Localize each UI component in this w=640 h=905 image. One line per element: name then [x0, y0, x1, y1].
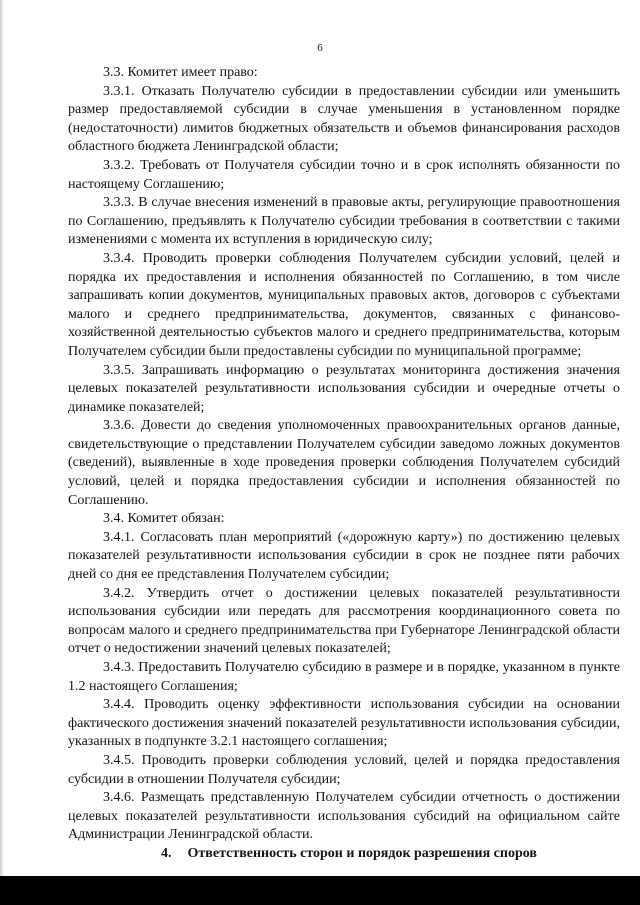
section-heading	[68, 845, 620, 864]
clause-3-3: 3.3. Комитет имеет право:	[103, 65, 258, 80]
clause-3-4-1: 3.4.1. Согласовать план мероприятий («дорожную карту») по достижению целевых показателей результативности использования субсидии в срок не позднее пяти рабочих дней со дня ее представления Получателем субсидии;	[68, 529, 620, 583]
clause-3-3-3: 3.3.3. В случае внесения изменений в правовые акты, регулирующие правоотношения по Соглашению, предъявлять к Получателю субсидии требования в соответствии с такими изменениями с момента их вступления в юридическую силу;	[68, 195, 620, 248]
clause-3-3-1: 3.3.1. Отказать Получателю субсидии в предоставлении субсидии или уменьшить размер предоставляемой субсидии в случае уменьшения в установленном порядке (недостаточности) лимитов бюджетных обязательств и объемов финансирования расходов областного бюджета Ленинградской области;	[68, 83, 620, 155]
clause-3-3-2: 3.3.2. Требовать от Получателя субсидии точно и в срок исполнять обязанности по настоящему Соглашению;	[68, 157, 620, 192]
clause-3-3-5: 3.3.5. Запрашивать информацию о результатах мониторинга достижения значения целевых показателей результативности использования субсидии и очередные отчеты о динамике показателей;	[68, 362, 620, 415]
clause-3-4-3: 3.4.3. Предоставить Получателю субсидию в размере и в порядке, указанном в пункте 1.2 настоящего Соглашения;	[68, 660, 620, 694]
section-title: Ответственность сторон и порядок разрешения споров	[187, 845, 537, 861]
page-number: 6	[317, 42, 323, 54]
scan-edge	[0, 0, 4, 876]
clause-3-4-6: 3.4.6. Размещать представленную Получателем субсидии отчетность о достижении целевых показателей результативности использования субсидий на официальном сайте Администрации Ленинградской области.	[68, 790, 620, 843]
clause-3-3-4: 3.3.4. Проводить проверки соблюдения Получателем субсидии условий, целей и порядка их предоставления и исполнения обязанностей по Соглашению, в том числе запрашивать копии документов, муниципальных правовых актов, договоров с субъектами малого и среднего предпринимательства, документов, связанных с финансово-хозяйственной деятельностью субъектов малого и среднего предпринимательства, которым Получателем субсидии были предоставлены субсидии по муниципальной программе;	[68, 250, 620, 359]
document-body	[68, 64, 620, 864]
clause-3-3-6: 3.3.6. Довести до сведения уполномоченных правоохранительных органов данные, свидетельствующие о представлении Получателем субсидии заведомо ложных документов (сведений), выявленные в ходе проведения проверки соблюдения Получателем субсидий условий, целей и порядка предоставления субсидии и исполнения обязанностей по Соглашению.	[68, 418, 620, 508]
clause-3-4-5: 3.4.5. Проводить проверки соблюдения условий, целей и порядка предоставления субсидии в отношении Получателя субсидии;	[68, 752, 620, 787]
clause-3-4-4: 3.4.4. Проводить оценку эффективности использования субсидии на основании фактического достижения значений показателей результативности использования субсидии, указанных в подпункте 3.2.1 настоящего соглашения;	[68, 697, 620, 750]
section-number: 4.	[161, 845, 172, 861]
scan-border	[0, 876, 640, 905]
clause-3-4-2: 3.4.2. Утвердить отчет о достижении целевых показателей результативности использования субсидии или передать для рассмотрения координационного совета по вопросам малого и среднего предпринимательства при Губернаторе Ленинградской области отчет о недостижении значений целевых показателей;	[68, 585, 620, 657]
clause-3-4: 3.4. Комитет обязан:	[103, 511, 225, 527]
